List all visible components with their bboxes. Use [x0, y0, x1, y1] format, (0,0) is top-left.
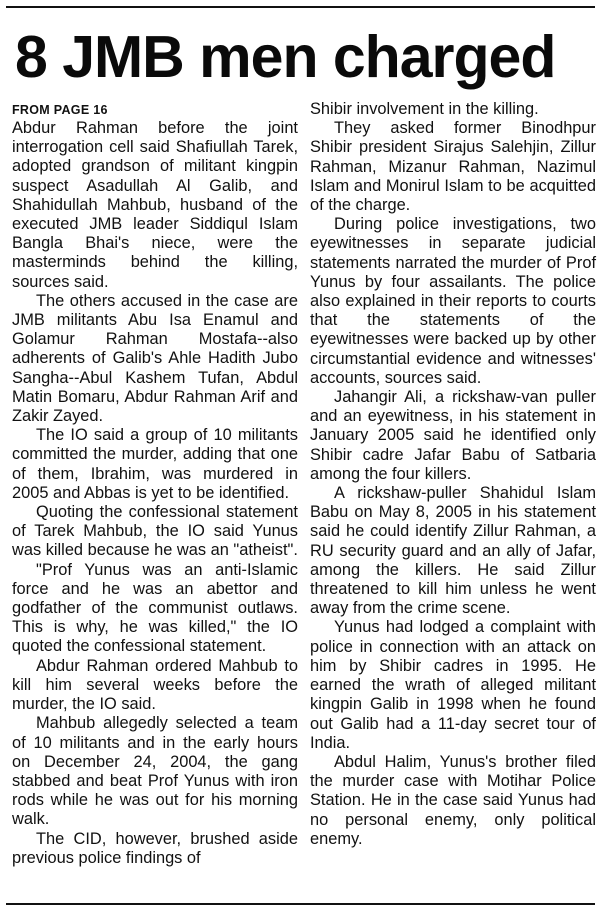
continued-from-label: FROM PAGE 16 — [12, 103, 108, 117]
paragraph: They asked former Binodhpur Shibir president Sirajus Salehjin, Zillur Rahman, Mizanur Rahman, Nazimul Islam and Monirul Islam to be acquitted of the charge. — [310, 119, 596, 215]
paragraph: The CID, however, brushed aside previous police findings of — [12, 829, 298, 867]
paragraph: Jahangir Ali, a rickshaw-van puller and an eyewitness, in his statement in January 2005 said he identified only Shibir cadre Jafar Babu of Satbaria among the four killers. — [310, 388, 596, 483]
paragraph: "Prof Yunus was an anti-Islamic force and he was an abettor and godfather of the communist outlaws. This is why, he was killed," the IO quoted the confessional statement. — [12, 560, 298, 656]
left-column — [12, 103, 298, 868]
paragraph: Quoting the confessional statement of Tarek Mahbub, the IO said Yunus was killed because he was an "atheist". — [12, 503, 298, 560]
paragraph: Abdur Rahman before the joint interrogation cell said Shafiullah Tarek, adopted grandson of militant kingpin suspect Asadullah Al Galib, and Shahidullah Mahbub, husband of the executed JMB leader Siddiqul Islam Bangla Bhai's niece, were the masterminds behind the killing, sources said. — [12, 119, 298, 291]
paragraph: The others accused in the case are JMB militants Abu Isa Enamul and Golamur Rahman Mostafa--also adherents of Galib's Ahle Hadith Jubo Sangha--Abul Kashem Tufan, Abdul Matin Bomaru, Abdur Rahman Arif and Zakir Zayed. — [12, 291, 298, 426]
paragraph: Yunus had lodged a complaint with police in connection with an attack on him by Shibir cadres in 1995. He earned the wrath of alleged militant kingpin Galib in 1998 when he found out Galib had a 11-day secret tour of India. — [310, 618, 596, 752]
paragraph: Shibir involvement in the killing. — [310, 100, 539, 118]
paragraph: Abdul Halim, Yunus's brother filed the murder case with Motihar Police Station. He in the case said Yunus had no personal enemy, only political enemy. — [310, 752, 596, 848]
paragraph: Mahbub allegedly selected a team of 10 militants and in the early hours on December 24, 2004, the gang stabbed and beat Prof Yunus with iron rods while he was out for his morning walk. — [12, 714, 298, 829]
bottom-rule — [6, 903, 595, 905]
headline: 8 JMB men charged — [15, 24, 556, 90]
paragraph: Abdur Rahman ordered Mahbub to kill him several weeks before the murder, the IO said. — [12, 656, 298, 714]
right-column — [310, 100, 596, 849]
paragraph: The IO said a group of 10 militants committed the murder, adding that one of them, Ibrahim, was murdered in 2005 and Abbas is yet to be identified. — [12, 426, 298, 502]
paragraph: A rickshaw-puller Shahidul Islam Babu on May 8, 2005 in his statement said he could identify Zillur Rahman, a RU security guard and an ally of Jafar, among the killers. He said Zillur threatened to kill him unless he went away from the crime scene. — [310, 484, 596, 618]
paragraph: During police investigations, two eyewitnesses in separate judicial statements narrated the murder of Prof Yunus by four assailants. The police also explained in their reports to courts that the statements of the eyewitnesses were backed up by other circumstantial evidence and witnesses' accounts, sources said. — [310, 215, 596, 387]
top-rule — [6, 6, 595, 8]
